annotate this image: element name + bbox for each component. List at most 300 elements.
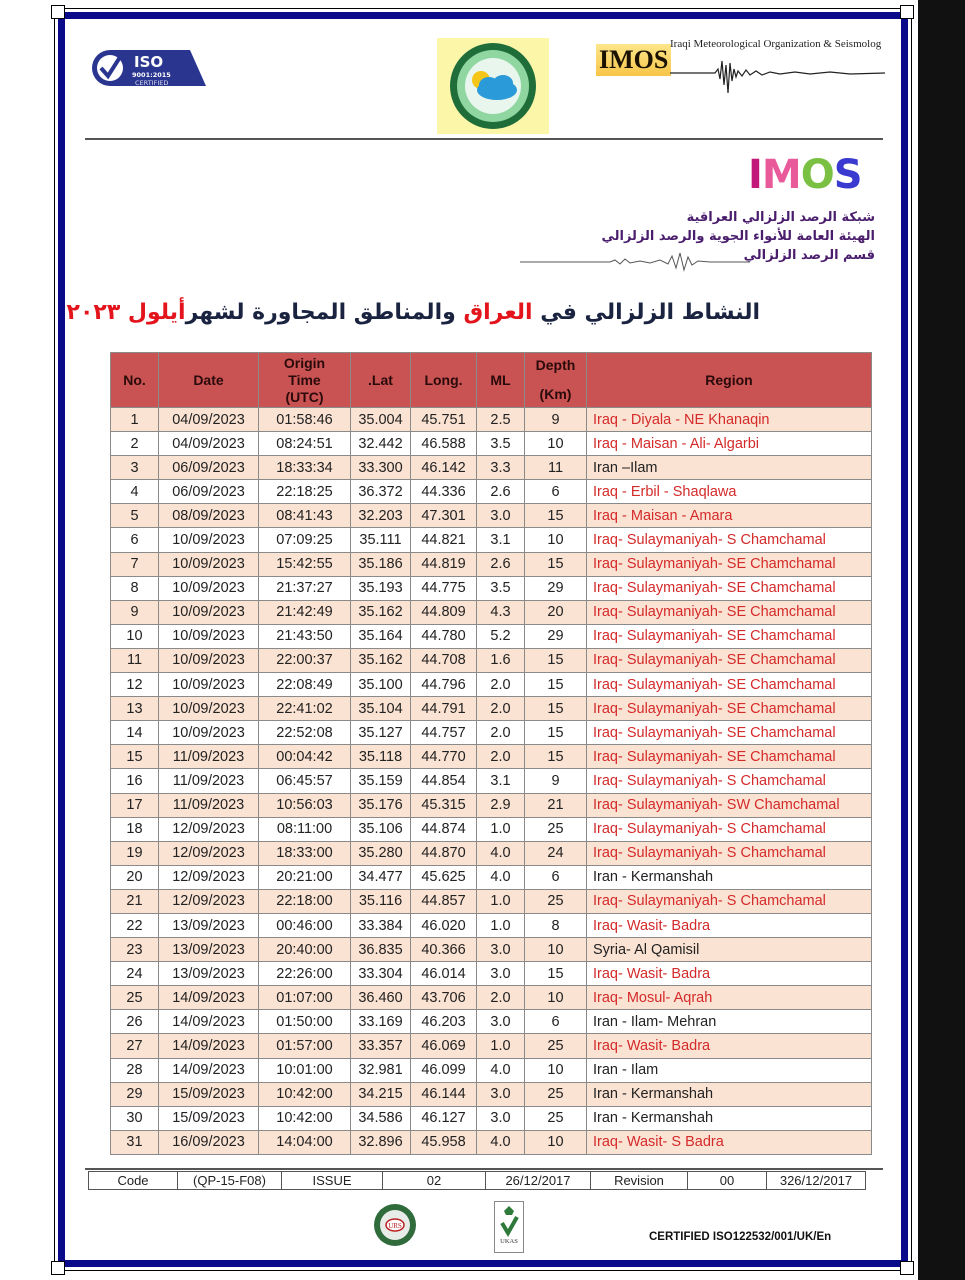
cell-long: 45.751 (411, 408, 477, 432)
cell-lat: 34.215 (351, 1082, 411, 1106)
table-body (111, 408, 872, 1155)
cell-long: 44.809 (411, 600, 477, 624)
cell-depth: 6 (525, 865, 587, 889)
cell-region: Iraq- Sulaymaniyah- S Chamchamal (587, 841, 872, 865)
table-row (111, 408, 872, 432)
cell-time: 10:01:00 (259, 1058, 351, 1082)
cell-date: 04/09/2023 (159, 408, 259, 432)
footer-code-label: Code (89, 1172, 178, 1190)
cell-time: 08:11:00 (259, 817, 351, 841)
seismogram-icon (670, 55, 885, 95)
cell-region: Iraq- Sulaymaniyah- SE Chamchamal (587, 721, 872, 745)
cell-no: 8 (111, 576, 159, 600)
cell-time: 22:52:08 (259, 721, 351, 745)
cell-no: 21 (111, 889, 159, 913)
cell-no: 17 (111, 793, 159, 817)
cell-depth: 21 (525, 793, 587, 817)
cell-region: Iraq- Sulaymaniyah- S Chamchamal (587, 769, 872, 793)
cell-depth: 10 (525, 1058, 587, 1082)
cell-date: 14/09/2023 (159, 986, 259, 1010)
cell-date: 08/09/2023 (159, 504, 259, 528)
cell-region: Iran - Ilam- Mehran (587, 1010, 872, 1034)
cell-time: 01:50:00 (259, 1010, 351, 1034)
cell-region: Iraq - Erbil - Shaqlawa (587, 480, 872, 504)
table-row (111, 697, 872, 721)
table-row (111, 576, 872, 600)
table-row (111, 745, 872, 769)
cell-region: Iraq- Sulaymaniyah- S Chamchamal (587, 889, 872, 913)
cell-ml: 3.1 (477, 769, 525, 793)
cell-date: 12/09/2023 (159, 865, 259, 889)
cell-lat: 35.162 (351, 600, 411, 624)
seismogram-line-icon (520, 250, 750, 272)
cell-lat: 33.169 (351, 1010, 411, 1034)
frame-corner-bottom-left (51, 1261, 65, 1275)
cell-ml: 2.6 (477, 552, 525, 576)
col-header-ml: ML (477, 353, 525, 408)
cell-time: 00:46:00 (259, 913, 351, 937)
cell-time: 20:21:00 (259, 865, 351, 889)
cell-date: 15/09/2023 (159, 1106, 259, 1130)
cell-date: 13/09/2023 (159, 913, 259, 937)
cell-date: 10/09/2023 (159, 673, 259, 697)
cell-long: 44.857 (411, 889, 477, 913)
cell-long: 46.144 (411, 1082, 477, 1106)
cell-no: 19 (111, 841, 159, 865)
cell-time: 21:42:49 (259, 600, 351, 624)
cell-date: 13/09/2023 (159, 962, 259, 986)
cell-ml: 3.0 (477, 962, 525, 986)
col-header-region: Region (587, 353, 872, 408)
cell-long: 44.796 (411, 673, 477, 697)
cell-date: 04/09/2023 (159, 432, 259, 456)
cell-lat: 35.116 (351, 889, 411, 913)
cell-region: Syria- Al Qamisil (587, 938, 872, 962)
cell-time: 08:24:51 (259, 432, 351, 456)
cell-region: Iran - Kermanshah (587, 865, 872, 889)
cell-depth: 8 (525, 913, 587, 937)
cell-region: Iran –Ilam (587, 456, 872, 480)
cell-date: 11/09/2023 (159, 745, 259, 769)
cell-date: 10/09/2023 (159, 552, 259, 576)
cell-region: Iraq- Sulaymaniyah- SE Chamchamal (587, 697, 872, 721)
table-row (111, 480, 872, 504)
footer-divider (85, 1168, 883, 1170)
cell-no: 11 (111, 648, 159, 672)
cell-no: 14 (111, 721, 159, 745)
cell-lat: 35.159 (351, 769, 411, 793)
cell-date: 12/09/2023 (159, 841, 259, 865)
cell-lat: 36.372 (351, 480, 411, 504)
arabic-line-network: شبكة الرصد الزلزالي العراقية (686, 210, 875, 225)
cell-time: 20:40:00 (259, 938, 351, 962)
cell-lat: 35.118 (351, 745, 411, 769)
cell-time: 01:58:46 (259, 408, 351, 432)
cell-time: 22:26:00 (259, 962, 351, 986)
cell-depth: 15 (525, 721, 587, 745)
svg-text:URS: URS (388, 1222, 402, 1230)
cell-time: 10:42:00 (259, 1082, 351, 1106)
cell-depth: 15 (525, 552, 587, 576)
cell-ml: 2.0 (477, 697, 525, 721)
cell-no: 15 (111, 745, 159, 769)
certification-number: CERTIFIED ISO122532/001/UK/En (649, 1231, 832, 1243)
cell-date: 10/09/2023 (159, 721, 259, 745)
cell-long: 46.069 (411, 1034, 477, 1058)
cell-date: 10/09/2023 (159, 600, 259, 624)
cell-date: 06/09/2023 (159, 456, 259, 480)
cell-region: Iraq- Wasit- Badra (587, 1034, 872, 1058)
organization-title: Iraqi Meteorological Organization & Seismolog (670, 38, 882, 50)
imos-color-logo: IMOS (748, 152, 862, 198)
cell-region: Iraq- Sulaymaniyah- S Chamchamal (587, 528, 872, 552)
cell-long: 44.791 (411, 697, 477, 721)
col-header-time (259, 353, 351, 408)
cell-date: 11/09/2023 (159, 769, 259, 793)
cell-no: 6 (111, 528, 159, 552)
cell-ml: 3.0 (477, 1010, 525, 1034)
cell-lat: 35.193 (351, 576, 411, 600)
imos-logo-label: IMOS (596, 44, 671, 76)
cell-long: 44.336 (411, 480, 477, 504)
cell-long: 44.819 (411, 552, 477, 576)
cell-date: 10/09/2023 (159, 697, 259, 721)
cell-no: 24 (111, 962, 159, 986)
cell-time: 15:42:55 (259, 552, 351, 576)
col-header-time-line3: (UTC) (285, 388, 324, 405)
cell-ml: 2.0 (477, 745, 525, 769)
table-row (111, 817, 872, 841)
urs-certification-logo (373, 1203, 417, 1247)
table-row (111, 1058, 872, 1082)
cell-region: Iraq- Wasit- S Badra (587, 1130, 872, 1154)
cell-long: 44.854 (411, 769, 477, 793)
cell-date: 06/09/2023 (159, 480, 259, 504)
cell-ml: 3.0 (477, 504, 525, 528)
cell-long: 43.706 (411, 986, 477, 1010)
cell-long: 44.757 (411, 721, 477, 745)
cell-ml: 2.0 (477, 721, 525, 745)
iso-certified-logo (90, 48, 208, 88)
cell-lat: 33.357 (351, 1034, 411, 1058)
cell-date: 12/09/2023 (159, 817, 259, 841)
cell-long: 44.780 (411, 624, 477, 648)
cell-long: 44.770 (411, 745, 477, 769)
table-row (111, 528, 872, 552)
cell-lat: 35.106 (351, 817, 411, 841)
cell-no: 12 (111, 673, 159, 697)
cell-ml: 2.9 (477, 793, 525, 817)
cell-no: 22 (111, 913, 159, 937)
cell-depth: 29 (525, 624, 587, 648)
cell-lat: 33.300 (351, 456, 411, 480)
table-row (111, 889, 872, 913)
cell-date: 13/09/2023 (159, 938, 259, 962)
cell-no: 18 (111, 817, 159, 841)
cell-date: 10/09/2023 (159, 576, 259, 600)
earthquake-table (110, 352, 872, 1155)
cell-ml: 3.5 (477, 576, 525, 600)
cell-lat: 35.004 (351, 408, 411, 432)
cell-region: Iran - Kermanshah (587, 1106, 872, 1130)
table-row (111, 769, 872, 793)
frame-corner-top-right (900, 5, 914, 19)
cell-region: Iraq- Sulaymaniyah- SE Chamchamal (587, 600, 872, 624)
cell-long: 46.014 (411, 962, 477, 986)
cell-depth: 10 (525, 986, 587, 1010)
cell-depth: 25 (525, 889, 587, 913)
cell-no: 20 (111, 865, 159, 889)
cell-time: 10:42:00 (259, 1106, 351, 1130)
cell-ml: 2.0 (477, 986, 525, 1010)
table-row (111, 432, 872, 456)
frame-corner-bottom-right (900, 1261, 914, 1275)
cell-ml: 1.6 (477, 648, 525, 672)
cell-time: 22:41:02 (259, 697, 351, 721)
cell-depth: 10 (525, 432, 587, 456)
table-row (111, 962, 872, 986)
table-row (111, 456, 872, 480)
cell-no: 29 (111, 1082, 159, 1106)
table-row (111, 865, 872, 889)
table-row (111, 841, 872, 865)
cell-long: 46.127 (411, 1106, 477, 1130)
title-part-2: والمناطق المجاورة لشهر (185, 300, 464, 325)
footer-code-value: (QP-15-F08) (178, 1172, 282, 1190)
header-divider (85, 138, 883, 140)
cell-time: 22:08:49 (259, 673, 351, 697)
cell-ml: 2.5 (477, 408, 525, 432)
cell-region: Iraq- Sulaymaniyah- SE Chamchamal (587, 648, 872, 672)
cell-lat: 35.280 (351, 841, 411, 865)
col-header-time-line1: Origin (283, 354, 326, 371)
cell-region: Iraq- Wasit- Badra (587, 913, 872, 937)
cell-no: 4 (111, 480, 159, 504)
arabic-line-department: قسم الرصد الزلزالي (743, 248, 875, 263)
table-row (111, 600, 872, 624)
document-control-table (88, 1171, 866, 1190)
table-row (111, 1130, 872, 1154)
cell-date: 15/09/2023 (159, 1082, 259, 1106)
cell-long: 44.821 (411, 528, 477, 552)
cell-ml: 3.3 (477, 456, 525, 480)
cell-time: 10:56:03 (259, 793, 351, 817)
cell-long: 46.203 (411, 1010, 477, 1034)
cell-depth: 25 (525, 1082, 587, 1106)
table-row (111, 986, 872, 1010)
cell-long: 46.020 (411, 913, 477, 937)
cell-depth: 10 (525, 1130, 587, 1154)
cell-ml: 4.3 (477, 600, 525, 624)
cell-time: 01:57:00 (259, 1034, 351, 1058)
footer-issue-value: 02 (383, 1172, 486, 1190)
cell-lat: 35.186 (351, 552, 411, 576)
cell-ml: 1.0 (477, 913, 525, 937)
cell-long: 44.874 (411, 817, 477, 841)
cell-ml: 3.0 (477, 1106, 525, 1130)
cell-depth: 15 (525, 673, 587, 697)
cell-no: 28 (111, 1058, 159, 1082)
cell-time: 01:07:00 (259, 986, 351, 1010)
cell-long: 46.588 (411, 432, 477, 456)
cell-ml: 2.0 (477, 673, 525, 697)
cell-depth: 11 (525, 456, 587, 480)
cell-lat: 33.304 (351, 962, 411, 986)
table-row (111, 648, 872, 672)
cell-depth: 6 (525, 1010, 587, 1034)
cell-date: 10/09/2023 (159, 528, 259, 552)
cell-no: 16 (111, 769, 159, 793)
table-row (111, 793, 872, 817)
cell-depth: 15 (525, 504, 587, 528)
col-header-lat: .Lat (351, 353, 411, 408)
frame-corner-top-left (51, 5, 65, 19)
iso-logo-text: ISO (134, 53, 164, 71)
cell-region: Iraq- Sulaymaniyah- SE Chamchamal (587, 576, 872, 600)
cell-time: 22:18:25 (259, 480, 351, 504)
cell-region: Iraq - Maisan - Ali- Algarbi (587, 432, 872, 456)
cell-no: 31 (111, 1130, 159, 1154)
cell-region: Iraq- Wasit- Badra (587, 962, 872, 986)
cell-lat: 32.981 (351, 1058, 411, 1082)
svg-text:CERTIFIED: CERTIFIED (135, 79, 169, 87)
report-title (66, 300, 760, 325)
cell-lat: 35.162 (351, 648, 411, 672)
cell-date: 10/09/2023 (159, 624, 259, 648)
cell-long: 44.708 (411, 648, 477, 672)
cell-time: 18:33:00 (259, 841, 351, 865)
col-header-time-line2: Time (288, 371, 321, 388)
cell-long: 44.775 (411, 576, 477, 600)
cell-lat: 32.896 (351, 1130, 411, 1154)
cell-depth: 20 (525, 600, 587, 624)
title-part-1: النشاط الزلزالي في (532, 300, 760, 325)
cell-ml: 4.0 (477, 1130, 525, 1154)
cell-date: 14/09/2023 (159, 1010, 259, 1034)
document-control-row (89, 1172, 866, 1190)
col-header-depth-line2: (Km) (539, 386, 572, 402)
cell-region: Iraq- Sulaymaniyah- SE Chamchamal (587, 624, 872, 648)
cell-lat: 35.127 (351, 721, 411, 745)
cell-time: 06:45:57 (259, 769, 351, 793)
cell-no: 23 (111, 938, 159, 962)
table-row (111, 1010, 872, 1034)
cell-lat: 32.442 (351, 432, 411, 456)
cell-ml: 5.2 (477, 624, 525, 648)
cell-depth: 10 (525, 938, 587, 962)
cell-ml: 3.0 (477, 938, 525, 962)
cell-date: 10/09/2023 (159, 648, 259, 672)
imos-emblem-logo (437, 38, 549, 134)
cell-depth: 10 (525, 528, 587, 552)
cell-depth: 9 (525, 769, 587, 793)
cell-depth: 15 (525, 697, 587, 721)
cell-depth: 29 (525, 576, 587, 600)
cell-lat: 35.164 (351, 624, 411, 648)
cell-region: Iraq- Sulaymaniyah- S Chamchamal (587, 817, 872, 841)
cell-time: 08:41:43 (259, 504, 351, 528)
table-row (111, 624, 872, 648)
cell-region: Iraq- Sulaymaniyah- SE Chamchamal (587, 745, 872, 769)
cell-depth: 15 (525, 745, 587, 769)
table-row (111, 1082, 872, 1106)
cell-date: 16/09/2023 (159, 1130, 259, 1154)
table-row (111, 913, 872, 937)
title-highlight-month: أيلول ٢٠٢٣ (66, 300, 186, 325)
table-row (111, 504, 872, 528)
svg-text:UKAS: UKAS (500, 1238, 518, 1245)
cell-depth: 9 (525, 408, 587, 432)
cell-region: Iraq- Sulaymaniyah- SE Chamchamal (587, 673, 872, 697)
cell-lat: 32.203 (351, 504, 411, 528)
cell-no: 27 (111, 1034, 159, 1058)
table-row (111, 721, 872, 745)
cell-depth: 24 (525, 841, 587, 865)
cell-no: 9 (111, 600, 159, 624)
cell-region: Iran - Ilam (587, 1058, 872, 1082)
cell-depth: 25 (525, 1034, 587, 1058)
cell-date: 11/09/2023 (159, 793, 259, 817)
footer-issue-date: 26/12/2017 (486, 1172, 591, 1190)
cell-ml: 4.0 (477, 1058, 525, 1082)
cell-lat: 35.111 (351, 528, 411, 552)
cell-long: 46.142 (411, 456, 477, 480)
table-row (111, 1034, 872, 1058)
table-row (111, 938, 872, 962)
col-header-depth (525, 353, 587, 408)
cell-long: 40.366 (411, 938, 477, 962)
cell-lat: 34.477 (351, 865, 411, 889)
table-row (111, 673, 872, 697)
cell-lat: 35.104 (351, 697, 411, 721)
cell-time: 00:04:42 (259, 745, 351, 769)
title-highlight-iraq: العراق (463, 300, 533, 325)
cell-lat: 36.835 (351, 938, 411, 962)
cell-region: Iraq- Sulaymaniyah- SW Chamchamal (587, 793, 872, 817)
cell-no: 13 (111, 697, 159, 721)
cell-depth: 6 (525, 480, 587, 504)
cell-long: 46.099 (411, 1058, 477, 1082)
cell-lat: 35.100 (351, 673, 411, 697)
cell-time: 14:04:00 (259, 1130, 351, 1154)
cell-region: Iran - Kermanshah (587, 1082, 872, 1106)
cell-region: Iraq - Diyala - NE Khanaqin (587, 408, 872, 432)
cell-region: Iraq- Sulaymaniyah- SE Chamchamal (587, 552, 872, 576)
cell-long: 45.315 (411, 793, 477, 817)
cell-no: 30 (111, 1106, 159, 1130)
footer-revision-date: 326/12/2017 (767, 1172, 866, 1190)
cell-no: 5 (111, 504, 159, 528)
cell-long: 45.958 (411, 1130, 477, 1154)
cell-ml: 3.1 (477, 528, 525, 552)
cell-date: 14/09/2023 (159, 1034, 259, 1058)
col-header-long: Long. (411, 353, 477, 408)
cell-no: 26 (111, 1010, 159, 1034)
cell-no: 25 (111, 986, 159, 1010)
cell-date: 14/09/2023 (159, 1058, 259, 1082)
cell-ml: 2.6 (477, 480, 525, 504)
cell-time: 07:09:25 (259, 528, 351, 552)
table-header-row (111, 353, 872, 408)
col-header-date: Date (159, 353, 259, 408)
cell-long: 45.625 (411, 865, 477, 889)
cell-no: 2 (111, 432, 159, 456)
table-row (111, 552, 872, 576)
cell-no: 3 (111, 456, 159, 480)
col-header-no: No. (111, 353, 159, 408)
cell-ml: 4.0 (477, 841, 525, 865)
cell-lat: 35.176 (351, 793, 411, 817)
